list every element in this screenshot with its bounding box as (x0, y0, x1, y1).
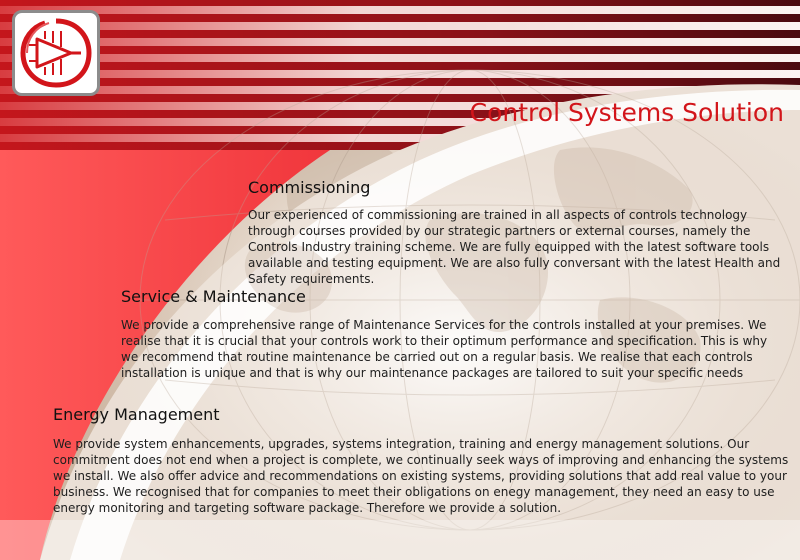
section-text-energy-management: We provide system enhancements, upgrades, systems integration, training and energy management solutions. Our commitment does not end when a project is complete, we continually seek ways of improving and enhancing the systems we install. We also offer advice and recommendations on existing systems, providing solutions that add real value to your business. We recognised that for companies to meet their obligations on enegy management, they need an easy to use energy monitoring and targeting software package. Therefore we provide a solution. (53, 437, 789, 515)
section-heading-energy-management: Energy Management (53, 405, 220, 424)
section-text-service-maintenance: We provide a comprehensive range of Maintenance Services for the controls installed at your premises. We realise that it is crucial that your controls work to their optimum performance and specification. This is why we recommend that routine maintenance be carried out on a regular basis. We realise that each controls installation is unique and that is why our maintenance packages are tailored to suit your specific needs (121, 318, 768, 380)
site-title: Control Systems Solution (469, 98, 784, 127)
logo[interactable] (12, 10, 100, 96)
control-systems-logo-icon (15, 13, 97, 93)
section-text-commissioning: Our experienced of commissioning are trained in all aspects of controls technology through courses provided by our strategic partners or external courses, namely the Controls Industry training scheme. We are fully equipped with the latest software tools available and testing equipment. We are also fully conversant with the latest Health and Safety requirements. (248, 208, 781, 286)
section-heading-commissioning: Commissioning (248, 178, 371, 197)
section-heading-service-maintenance: Service & Maintenance (121, 287, 306, 306)
